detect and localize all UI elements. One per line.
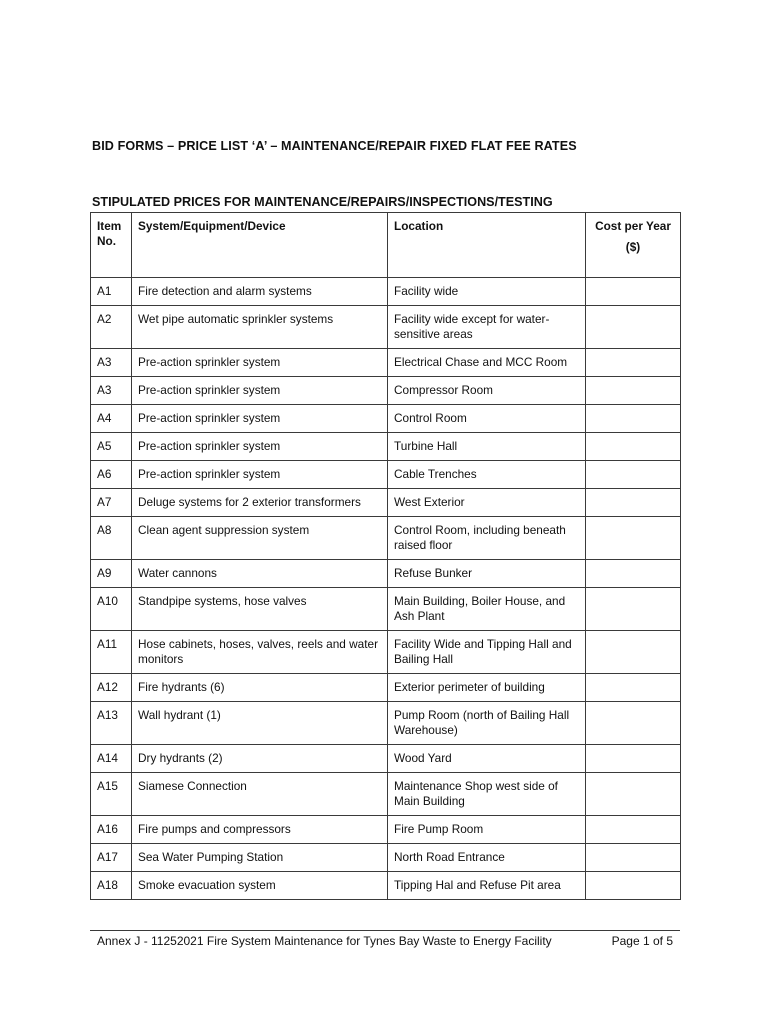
table-header-row [91,213,681,278]
cell-system: Fire detection and alarm systems [132,278,388,306]
cell-system: Water cannons [132,560,388,588]
cell-item-no: A4 [91,405,132,433]
table-row [91,433,681,461]
cell-item-no: A11 [91,631,132,674]
cell-location: Fire Pump Room [388,816,586,844]
cell-cost[interactable] [586,517,681,560]
cell-item-no: A12 [91,674,132,702]
cell-location: Turbine Hall [388,433,586,461]
cell-cost[interactable] [586,405,681,433]
footer-document-name: Annex J - 11252021 Fire System Maintenance for Tynes Bay Waste to Energy Facility [97,934,552,948]
cell-cost[interactable] [586,560,681,588]
page-title: BID FORMS – PRICE LIST ‘A’ – MAINTENANCE/REPAIR FIXED FLAT FEE RATES [92,139,577,153]
table-row [91,702,681,745]
table-row [91,816,681,844]
cell-item-no: A14 [91,745,132,773]
cell-system: Clean agent suppression system [132,517,388,560]
cell-cost[interactable] [586,674,681,702]
cell-location: Facility Wide and Tipping Hall and Bailing Hall [388,631,586,674]
cell-system: Wall hydrant (1) [132,702,388,745]
cell-item-no: A8 [91,517,132,560]
table-row [91,588,681,631]
cell-system: Dry hydrants (2) [132,745,388,773]
cell-cost[interactable] [586,278,681,306]
table-row [91,461,681,489]
cell-cost[interactable] [586,773,681,816]
cell-item-no: A5 [91,433,132,461]
cell-system: Sea Water Pumping Station [132,844,388,872]
table-row [91,773,681,816]
cell-location: Control Room [388,405,586,433]
cell-item-no: A16 [91,816,132,844]
cell-system: Siamese Connection [132,773,388,816]
cell-system: Smoke evacuation system [132,872,388,900]
table-row [91,674,681,702]
table-row [91,377,681,405]
cell-cost[interactable] [586,872,681,900]
footer-divider [90,930,680,931]
cell-location: West Exterior [388,489,586,517]
table-row [91,489,681,517]
cell-item-no: A15 [91,773,132,816]
cell-location: Tipping Hal and Refuse Pit area [388,872,586,900]
cell-item-no: A9 [91,560,132,588]
cell-cost[interactable] [586,816,681,844]
cell-location: Exterior perimeter of building [388,674,586,702]
footer-page-number: Page 1 of 5 [611,934,673,948]
table-row [91,405,681,433]
cell-item-no: A10 [91,588,132,631]
cell-cost[interactable] [586,349,681,377]
table-row [91,844,681,872]
cell-cost[interactable] [586,702,681,745]
section-title: STIPULATED PRICES FOR MAINTENANCE/REPAIRS/INSPECTIONS/TESTING [92,195,553,209]
cell-location: Maintenance Shop west side of Main Building [388,773,586,816]
cell-location: Pump Room (north of Bailing Hall Warehouse) [388,702,586,745]
cell-cost[interactable] [586,631,681,674]
cell-cost[interactable] [586,461,681,489]
table-row [91,306,681,349]
cell-item-no: A6 [91,461,132,489]
table-row [91,745,681,773]
cell-location: Refuse Bunker [388,560,586,588]
cell-cost[interactable] [586,844,681,872]
cell-item-no: A1 [91,278,132,306]
cell-item-no: A18 [91,872,132,900]
cell-system: Pre-action sprinkler system [132,405,388,433]
header-location: Location [388,213,586,278]
cell-cost[interactable] [586,489,681,517]
cell-system: Standpipe systems, hose valves [132,588,388,631]
cell-item-no: A3 [91,377,132,405]
cell-system: Deluge systems for 2 exterior transformers [132,489,388,517]
cell-cost[interactable] [586,745,681,773]
cell-location: Main Building, Boiler House, and Ash Plant [388,588,586,631]
header-cost-label: Cost per Year [595,219,671,233]
cell-location: Electrical Chase and MCC Room [388,349,586,377]
cell-location: Facility wide except for water-sensitive areas [388,306,586,349]
price-table [90,212,681,900]
cell-cost[interactable] [586,588,681,631]
cell-system: Pre-action sprinkler system [132,461,388,489]
header-system: System/Equipment/Device [132,213,388,278]
table-row [91,517,681,560]
cell-system: Pre-action sprinkler system [132,433,388,461]
cell-location: North Road Entrance [388,844,586,872]
cell-location: Compressor Room [388,377,586,405]
header-item-no: Item No. [91,213,132,278]
cell-item-no: A3 [91,349,132,377]
cell-location: Wood Yard [388,745,586,773]
cell-location: Cable Trenches [388,461,586,489]
header-cost [586,213,681,278]
table-row [91,560,681,588]
table-row [91,872,681,900]
cell-system: Fire hydrants (6) [132,674,388,702]
header-cost-unit: ($) [625,240,641,254]
cell-item-no: A2 [91,306,132,349]
cell-item-no: A7 [91,489,132,517]
cell-location: Control Room, including beneath raised floor [388,517,586,560]
cell-system: Wet pipe automatic sprinkler systems [132,306,388,349]
cell-system: Pre-action sprinkler system [132,349,388,377]
cell-item-no: A17 [91,844,132,872]
cell-cost[interactable] [586,433,681,461]
table-body [91,278,681,900]
cell-system: Pre-action sprinkler system [132,377,388,405]
table-row [91,631,681,674]
cell-cost[interactable] [586,377,681,405]
cell-cost[interactable] [586,306,681,349]
table-row [91,349,681,377]
cell-system: Hose cabinets, hoses, valves, reels and water monitors [132,631,388,674]
table-row [91,278,681,306]
cell-item-no: A13 [91,702,132,745]
cell-location: Facility wide [388,278,586,306]
cell-system: Fire pumps and compressors [132,816,388,844]
